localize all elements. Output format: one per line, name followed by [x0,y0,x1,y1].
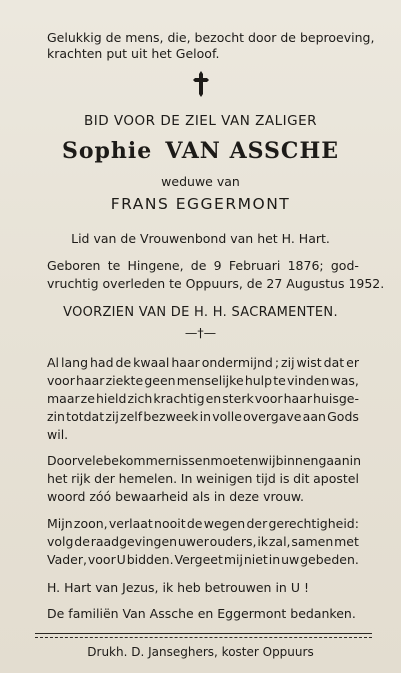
word: met [334,534,359,549]
prayer-heading: BID VOOR DE ZIEL VAN ZALIGER [84,113,317,129]
word: Februari [228,258,281,273]
word: maar [47,391,80,406]
word: tijd [256,471,276,486]
word: haar [171,355,200,370]
deceased-first-name: Sophie [61,138,153,164]
deceased-name [0,138,401,164]
word: hulp [244,373,273,388]
word: dat [323,355,345,370]
word: gebeden. [300,552,359,567]
word: haar [76,373,105,388]
invocation-text: H. Hart van Jezus, ik heb betrouwen in U ! [47,580,309,595]
word: de [186,516,203,531]
paragraph-3-line-1 [47,516,359,532]
intro-line-2: krachten put uit het Geloof. [47,46,220,61]
deceased-last-name: VAN ASSCHE [165,138,339,164]
word: de [190,258,207,273]
word: wij [258,453,276,468]
word: in [268,552,281,567]
word: Hingene, [127,258,184,273]
word: der [94,471,115,486]
word: was, [330,373,359,388]
word: god- [330,258,359,273]
paragraph-1-line-4 [47,409,359,425]
birth-line-2: vruchtig overleden te Oppuurs, de 27 Augustus 1952. [47,276,385,291]
word: had [90,355,114,370]
birth-line-1 [47,258,359,274]
word: apostel [313,471,359,486]
word: bidden. [126,552,174,567]
word: niet [243,552,268,567]
word: lang [61,355,89,370]
printer-credit: Drukh. D. Janseghers, koster Oppuurs [87,645,314,659]
word: de [115,355,132,370]
word: Gods [327,409,359,424]
husband-name: FRANS EGGERMONT [110,195,291,213]
footer-rule-dashed [35,637,372,638]
word: voor [87,552,116,567]
word: vinden [287,373,330,388]
word: aan [302,409,326,424]
thanks-text: De familiën Van Assche en Eggermont bedanken. [47,606,356,621]
word: in [199,409,212,424]
word: in [349,453,362,468]
word: menselijke [176,373,244,388]
word: mij [223,552,243,567]
word: sterk [222,391,254,406]
paragraph-3-line-2 [47,534,359,550]
word: uw [281,552,300,567]
paragraph-3-line-3 [47,552,359,568]
word: te [107,258,121,273]
word: bekommernissen [103,453,211,468]
word: zich [127,391,153,406]
word: 9 [213,258,222,273]
word: bezweek [143,409,199,424]
word: nooit [154,516,186,531]
word: ; [274,355,280,370]
word: uwer [177,534,209,549]
paragraph-1-line-5: wil. [47,427,69,442]
word: hemelen. [118,471,178,486]
sacraments-text: VOORZIEN VAN DE H. H. SACRAMENTEN. [63,305,338,320]
word: samen [291,534,334,549]
word: dit [293,471,310,486]
word: totdat [66,409,105,424]
word: ondermijnd [201,355,273,370]
word: zelf [120,409,143,424]
cross-ornament-icon [0,70,401,98]
cross-divider: —†— [184,325,217,340]
word: voor [47,373,75,388]
word: te [273,373,286,388]
paragraph-2-line-1 [47,453,362,469]
word: zin [47,409,65,424]
word: 1876; [287,258,324,273]
word: verlaat [108,516,153,531]
word: het [47,471,68,486]
word: kwaal [133,355,170,370]
word: weinigen [196,471,253,486]
paragraph-1-line-1 [47,355,359,371]
paragraph-2-line-2 [47,471,359,487]
word: zal, [268,534,291,549]
word: U [116,552,126,567]
relation-text: weduwe van [161,174,240,189]
word: volle [212,409,242,424]
word: gerechtigheid: [268,516,359,531]
paragraph-1-line-2 [47,373,359,389]
word: In [180,471,193,486]
word: en [205,391,222,406]
word: geen [144,373,176,388]
word: zoon, [73,516,108,531]
word: ouders, [209,534,257,549]
word: binnengaan [275,453,350,468]
word: wegen [203,516,246,531]
word: Geboren [47,258,101,273]
word: haar [283,391,312,406]
word: Mijn [47,516,73,531]
word: ze [80,391,95,406]
word: de [74,534,90,549]
word: Vergeet [174,552,223,567]
word: voor [254,391,283,406]
word: raadgevingen [90,534,178,549]
paragraph-1-line-3 [47,391,359,407]
footer-rule [35,633,372,634]
word: Vader, [47,552,87,567]
word: zij [281,355,295,370]
word: vele [77,453,104,468]
word: er [346,355,359,370]
intro-line-1: Gelukkig de mens, die, bezocht door de beproeving, [47,30,375,45]
word: huisge- [313,391,359,406]
word: Al [47,355,60,370]
word: wist [296,355,322,370]
word: krachtig [153,391,205,406]
word: Door [47,453,78,468]
word: volg [47,534,74,549]
word: der [246,516,268,531]
word: moeten [210,453,259,468]
membership-text: Lid van de Vrouwenbond van het H. Hart. [71,231,330,246]
word: hield [95,391,127,406]
word: rijk [71,471,91,486]
word: overgave [243,409,302,424]
paragraph-2-line-3: woord zóó bewaarheid als in deze vrouw. [47,489,304,504]
word: ik [257,534,269,549]
word: is [279,471,290,486]
word: zij [105,409,119,424]
word: ziekte [105,373,144,388]
